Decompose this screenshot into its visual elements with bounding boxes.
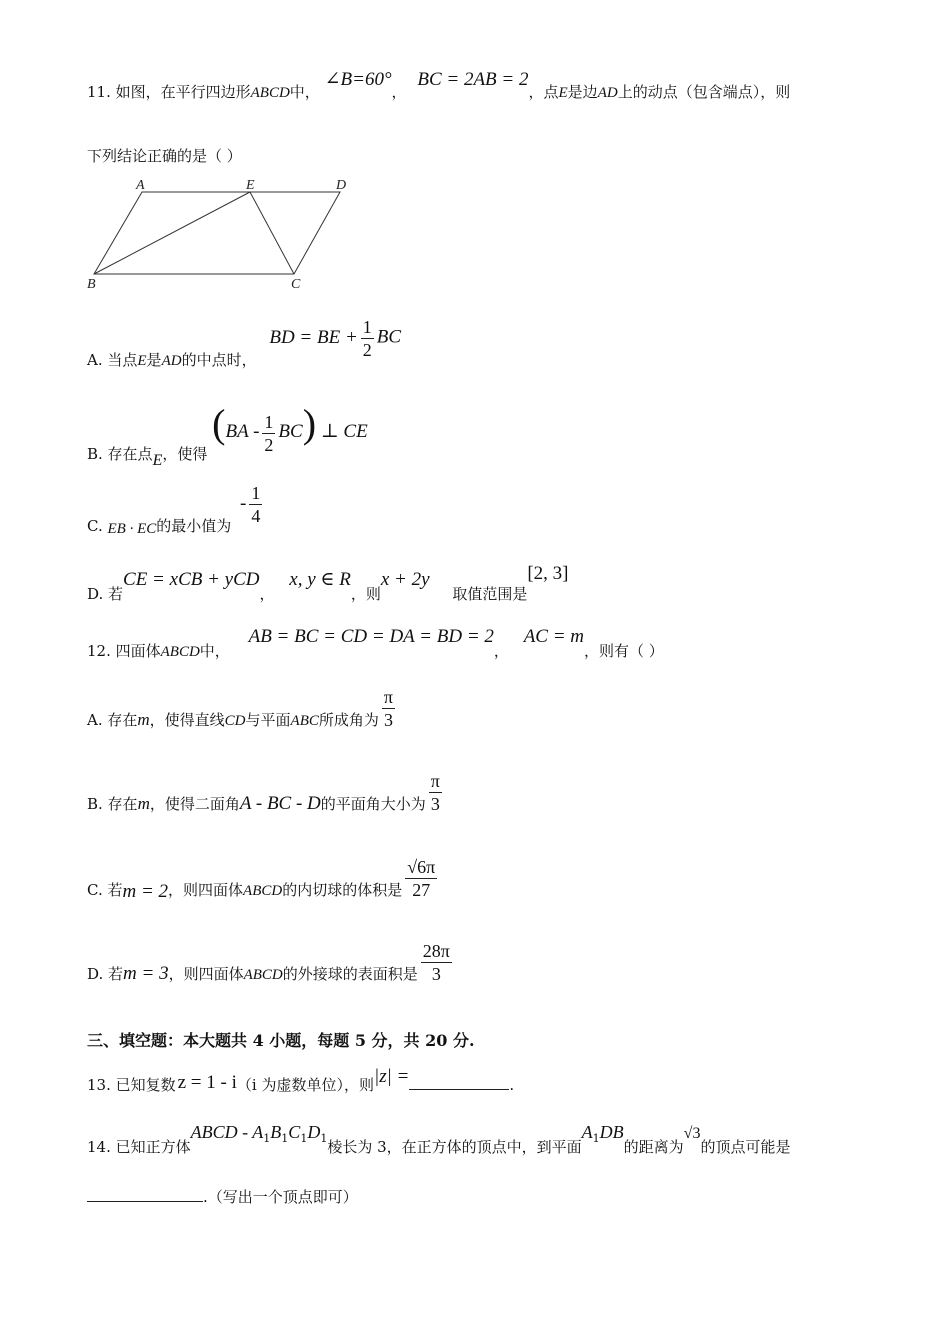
q12-a-mid: ，使得直线 [149, 710, 225, 729]
q12-b-m: m [137, 793, 150, 813]
q14-blank[interactable] [87, 1187, 203, 1202]
q11-option-c [87, 482, 265, 537]
q13-blank[interactable] [409, 1075, 509, 1090]
q11-a-e: E [137, 352, 147, 369]
q11-ad: AD [597, 85, 618, 101]
q11-stem-line2 [87, 145, 242, 166]
q11-stem-text: 11. 如图，在平行四边形 [87, 83, 251, 101]
q11-b-mid: ，使得 [162, 445, 208, 463]
q12-c-post: 的内切球的体积是 [282, 880, 403, 899]
q11-b-math1: BA - [225, 421, 260, 442]
q11-a-den: 2 [362, 340, 372, 360]
q14-line1 [87, 1122, 791, 1156]
section-heading: 三、填空题：本大题共 4 小题，每题 5 分，共 20 分. [87, 1031, 475, 1050]
q11-b-lparen: ( [212, 401, 226, 446]
q11-angle-b: ∠B=60° [324, 69, 392, 90]
q14-mid: 棱长为 3，在正方体的顶点中，到平面 [327, 1138, 582, 1156]
q12-b-math: A - BC - D [239, 792, 321, 814]
q12-c1: ， [493, 642, 509, 660]
q11-b-den: 2 [264, 434, 274, 455]
q11-d-math3: x + 2y [380, 569, 430, 590]
q11-a-mid: 是 [146, 350, 162, 369]
q12-b-text: B. 存在 [87, 794, 138, 813]
q12-c-den: 27 [412, 880, 431, 900]
q11-option-d [87, 563, 569, 603]
q12-c-mid: ，则四面体 [168, 880, 244, 899]
q12-d-abcd: ABCD [243, 966, 283, 983]
q11-c-den: 4 [251, 506, 261, 526]
q14-cube: ABCD - A [190, 1122, 264, 1142]
q12-a-abc: ABC [290, 712, 319, 729]
q12-b-post: 的平面角大小为 [320, 794, 426, 813]
q12-a-mid2: 与平面 [245, 710, 291, 729]
q12-b-fraction [429, 770, 442, 815]
q12-b-num: π [430, 771, 440, 791]
q11-a-post: 的中点时， [181, 350, 257, 369]
segment-ec [250, 192, 294, 274]
q11-b-e: E [152, 452, 163, 469]
q12-d-math: m = 3 [123, 962, 169, 984]
q11-b-math2: BC [278, 421, 303, 442]
q11-c-num: 1 [251, 483, 261, 503]
q11-e: E [558, 85, 568, 101]
q13-end: . [509, 1076, 515, 1094]
q12-c-num: √6π [407, 857, 436, 877]
q14-text: 14. 已知正方体 [87, 1138, 191, 1156]
q12-d-num: 28π [422, 941, 450, 961]
q12-b-den: 3 [430, 794, 440, 814]
parallelogram-abcd [94, 192, 340, 274]
q12-stem-text: 12. 四面体 [87, 642, 161, 660]
q13-paren: （i 为虚数单位），则 [236, 1076, 374, 1094]
q12-option-c [87, 856, 440, 901]
q12-d-mid: ，则四面体 [168, 964, 244, 983]
q11-b-num: 1 [264, 411, 274, 432]
q14-plane-a: A [581, 1122, 593, 1142]
q12-c-math: m = 2 [122, 880, 169, 902]
q11-a-fraction [361, 316, 374, 361]
q12-a-post: 所成角为 [318, 710, 379, 729]
q11-c-text: C. [87, 516, 103, 535]
q12-a-m: m [137, 709, 150, 729]
q14-plane-sub: 1 [592, 1132, 600, 1145]
q14-sub1: 1 [263, 1132, 271, 1145]
parallelogram-figure [80, 172, 380, 292]
label-b: B [87, 277, 96, 292]
q12-option-b [87, 770, 445, 815]
q11-a-bc: BC [376, 326, 402, 348]
q14-b: B [270, 1122, 282, 1142]
q14-c: C [288, 1122, 301, 1142]
q11-abcd: ABCD [250, 85, 290, 101]
q14-sub2: 1 [281, 1132, 289, 1145]
q11-stem-text-d: 是边 [567, 83, 598, 101]
q11-d-c1: ， [259, 585, 275, 603]
q11-d-range: [2, 3] [527, 563, 569, 584]
label-c: C [291, 277, 301, 292]
q11-d-math2: x, y ∈ R [289, 569, 351, 590]
q12-c-text: C. 若 [87, 880, 123, 899]
q12-a-den: 3 [383, 710, 393, 730]
q11-a-math: BD = BE + [269, 326, 358, 348]
q11-d-c2: ，则 [350, 585, 381, 603]
label-d: D [336, 178, 347, 193]
q12-a-cd: CD [224, 712, 246, 729]
label-e: E [246, 178, 255, 193]
label-a: A [136, 178, 145, 193]
q11-b-rparen: ) [302, 401, 317, 446]
q12-d-fraction [421, 940, 452, 985]
q14-tail: .（写出一个顶点即可） [203, 1188, 358, 1206]
q12-d-den: 3 [431, 964, 441, 984]
q11-a-text: A. 当点 [87, 350, 138, 369]
q11-option-a [87, 316, 402, 369]
q12-math2: AC = m [523, 626, 585, 647]
q12-d-post: 的外接球的表面积是 [282, 964, 418, 983]
q13-text: 13. 已知复数 [87, 1076, 176, 1094]
q12-a-num: π [383, 687, 393, 707]
q14-sub4: 1 [320, 1132, 328, 1145]
q13-line [87, 1066, 515, 1094]
q12-stem [87, 626, 664, 660]
q11-d-mid: 取值范围是 [452, 585, 528, 603]
segment-be [94, 192, 250, 274]
q12-abcd: ABCD [160, 644, 200, 660]
q11-stem-line1 [87, 69, 791, 103]
q14-d: D [307, 1122, 321, 1142]
q12-stem-c: ，则有（ ） [584, 642, 664, 660]
q14-sqrt3: √3 [683, 1125, 701, 1142]
q11-c-mid: 的最小值为 [156, 516, 232, 535]
q11-c-sign: - [240, 492, 247, 514]
q13-math: z = 1 - i [177, 1072, 237, 1093]
q11-option-b [87, 400, 368, 469]
q14-post: 的顶点可能是 [700, 1138, 791, 1156]
q11-bc-eq: BC = 2AB = 2 [417, 69, 529, 90]
q11-stem-text-c: ，点 [528, 83, 559, 101]
q12-b-mid: ，使得二面角 [149, 794, 240, 813]
q12-stem-b: 中， [199, 642, 230, 660]
q14-mid2: 的距离为 [623, 1138, 684, 1156]
q14-plane-rest: DB [599, 1122, 624, 1142]
q11-c-fraction [249, 482, 262, 527]
q12-math1: AB = BC = CD = DA = BD = 2 [248, 626, 494, 647]
q12-a-text: A. 存在 [87, 710, 138, 729]
q11-a-ad: AD [161, 352, 182, 369]
q11-b-text: B. 存在点 [87, 445, 153, 463]
q11-stem-text-f: 下列结论正确的是（ ） [87, 147, 242, 165]
q13-abs: |z| = [373, 1066, 410, 1087]
q11-d-text: D. 若 [87, 585, 124, 603]
q14-line2 [87, 1186, 358, 1207]
q11-c-math: EB · EC [107, 520, 157, 537]
q11-b-perp: ⊥ CE [320, 421, 368, 442]
q11-b-fraction [262, 411, 275, 456]
q12-d-text: D. 若 [87, 964, 124, 983]
q12-c-abcd: ABCD [243, 882, 283, 899]
q14-sub3: 1 [300, 1132, 308, 1145]
q11-stem-text-e: 上的动点（包含端点），则 [617, 83, 791, 101]
q11-a-num: 1 [362, 317, 372, 337]
q12-a-fraction [382, 686, 395, 731]
q11-comma: ， [391, 83, 407, 101]
q11-d-math1: CE = xCB + yCD [123, 569, 260, 590]
q12-option-a [87, 686, 398, 731]
q11-stem-text-b: 中， [289, 83, 320, 101]
q12-c-fraction [405, 856, 437, 901]
q12-option-d [87, 940, 455, 985]
